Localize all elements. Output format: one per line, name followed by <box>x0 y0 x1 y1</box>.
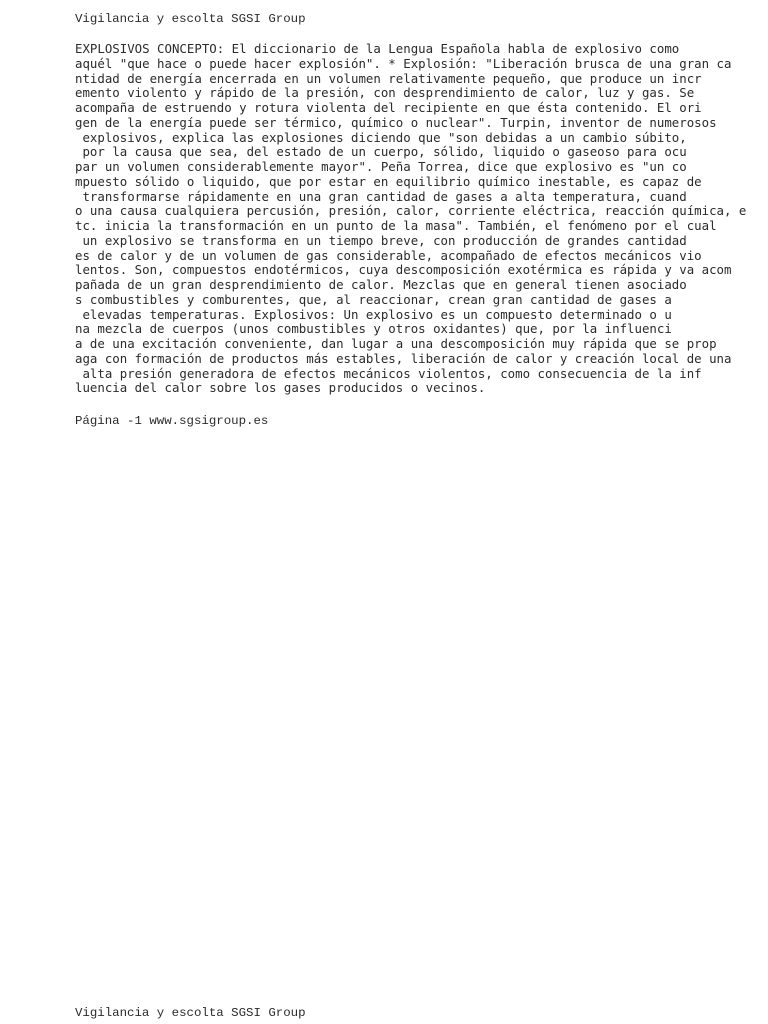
body-line: o una causa cualquiera percusión, presión, calor, corriente eléctrica, reacción química, e <box>75 203 747 219</box>
body-line: gen de la energía puede ser térmico, químico o nuclear". Turpin, inventor de numerosos <box>75 114 717 130</box>
body-line: aga con formación de productos más estables, liberación de calor y creación local de una <box>75 350 732 366</box>
body-line: alta presión generadora de efectos mecánicos violentos, como consecuencia de la inf <box>75 365 702 381</box>
body-line: por la causa que sea, del estado de un cuerpo, sólido, liquido o gaseoso para ocu <box>75 144 687 160</box>
body-line: aquél "que hace o puede hacer explosión". * Explosión: "Liberación brusca de una gran ca <box>75 55 732 71</box>
body-line: a de una excitación conveniente, dan lugar a una descomposición muy rápida que se prop <box>75 336 717 351</box>
body-line: s combustibles y comburentes, que, al reaccionar, crean gran cantidad de gases a <box>75 291 672 307</box>
body-line: acompaña de estruendo y rotura violenta del recipiente en que ésta contenido. El ori <box>75 100 702 115</box>
body-line: explosivos, explica las explosiones diciendo que "son debidas a un cambio súbito, <box>75 129 687 145</box>
page-footer: Vigilancia y escolta SGSI Group <box>75 1006 306 1020</box>
body-line: es de calor y de un volumen de gas considerable, acompañado de efectos mecánicos vio <box>75 247 702 263</box>
body-line: mpuesto sólido o liquido, que por estar en equilibrio químico inestable, es capaz de <box>75 173 702 189</box>
body-line: luencia del calor sobre los gases producidos o vecinos. <box>75 380 486 396</box>
body-line: lentos. Son, compuestos endotérmicos, cuya descomposición exotérmica es rápida y va acom <box>75 262 732 278</box>
body-line: tc. inicia la transformación en un punto de la masa". También, el fenómeno por el cual <box>75 218 717 233</box>
body-line: pañada de un gran desprendimiento de calor. Mezclas que en general tienen asociado <box>75 277 687 292</box>
page-number-line: Página -1 www.sgsigroup.es <box>75 414 269 428</box>
body-line: elevadas temperaturas. Explosivos: Un explosivo es un compuesto determinado o u <box>75 306 672 322</box>
body-line: par un volumen considerablemente mayor". Peña Torrea, dice que explosivo es "un co <box>75 159 687 174</box>
body-line: transformarse rápidamente en una gran cantidad de gases a alta temperatura, cuand <box>75 188 687 204</box>
body-line: na mezcla de cuerpos (unos combustibles y otros oxidantes) que, por la influenci <box>75 321 672 337</box>
body-line: ntidad de energía encerrada en un volumen relativamente pequeño, que produce un incr <box>75 70 702 86</box>
body-line: EXPLOSIVOS CONCEPTO: El diccionario de la Lengua Española habla de explosivo como <box>75 41 680 56</box>
body-line: emento violento y rápido de la presión, con desprendimiento de calor, luz y gas. Se <box>75 85 695 101</box>
page-header: Vigilancia y escolta SGSI Group <box>75 12 306 26</box>
document-body <box>75 42 746 396</box>
body-line: un explosivo se transforma en un tiempo breve, con producción de grandes cantidad <box>75 232 687 248</box>
